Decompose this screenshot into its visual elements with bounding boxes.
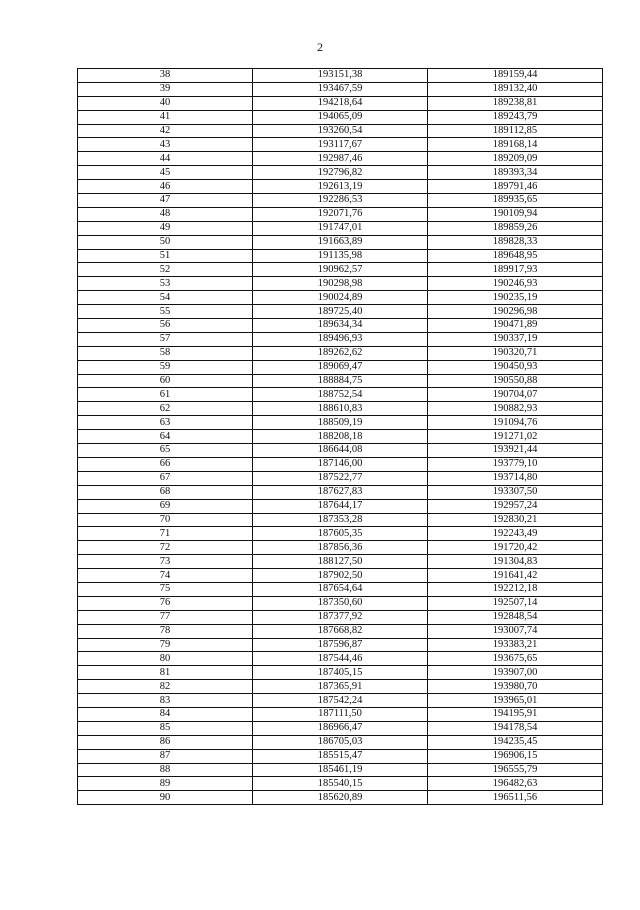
point-number-cell: 52 — [78, 263, 253, 277]
x-coordinate-cell: 193151,38 — [253, 69, 428, 83]
y-coordinate-cell: 193675,65 — [428, 652, 603, 666]
x-coordinate-cell: 191663,89 — [253, 235, 428, 249]
x-coordinate-cell: 188127,50 — [253, 555, 428, 569]
y-coordinate-cell: 189132,40 — [428, 82, 603, 96]
table-row — [78, 666, 603, 680]
table-row — [78, 541, 603, 555]
page-number: 2 — [317, 40, 323, 54]
table-row — [78, 763, 603, 777]
point-number-cell: 56 — [78, 319, 253, 333]
x-coordinate-cell: 187668,82 — [253, 624, 428, 638]
y-coordinate-cell: 189209,09 — [428, 152, 603, 166]
x-coordinate-cell: 185540,15 — [253, 777, 428, 791]
x-coordinate-cell: 189634,34 — [253, 319, 428, 333]
table-row — [78, 444, 603, 458]
x-coordinate-cell: 187146,00 — [253, 457, 428, 471]
y-coordinate-cell: 189859,26 — [428, 221, 603, 235]
point-number-cell: 41 — [78, 110, 253, 124]
table-row — [78, 180, 603, 194]
point-number-cell: 49 — [78, 221, 253, 235]
x-coordinate-cell: 187542,24 — [253, 694, 428, 708]
table-row — [78, 735, 603, 749]
table-row — [78, 402, 603, 416]
point-number-cell: 46 — [78, 180, 253, 194]
point-number-cell: 72 — [78, 541, 253, 555]
x-coordinate-cell: 187654,64 — [253, 582, 428, 596]
y-coordinate-cell: 193779,10 — [428, 457, 603, 471]
y-coordinate-cell: 190450,93 — [428, 360, 603, 374]
table-row — [78, 110, 603, 124]
y-coordinate-cell: 191271,02 — [428, 430, 603, 444]
point-number-cell: 53 — [78, 277, 253, 291]
y-coordinate-cell: 193307,50 — [428, 485, 603, 499]
x-coordinate-cell: 193117,67 — [253, 138, 428, 152]
point-number-cell: 87 — [78, 749, 253, 763]
point-number-cell: 44 — [78, 152, 253, 166]
y-coordinate-cell: 196555,79 — [428, 763, 603, 777]
x-coordinate-cell: 187365,91 — [253, 680, 428, 694]
y-coordinate-cell: 192957,24 — [428, 499, 603, 513]
point-number-cell: 88 — [78, 763, 253, 777]
y-coordinate-cell: 190704,07 — [428, 388, 603, 402]
table-row — [78, 235, 603, 249]
y-coordinate-cell: 190246,93 — [428, 277, 603, 291]
y-coordinate-cell: 191304,83 — [428, 555, 603, 569]
y-coordinate-cell: 196482,63 — [428, 777, 603, 791]
x-coordinate-cell: 192613,19 — [253, 180, 428, 194]
x-coordinate-cell: 190962,57 — [253, 263, 428, 277]
table-row — [78, 416, 603, 430]
x-coordinate-cell: 192071,76 — [253, 207, 428, 221]
table-row — [78, 291, 603, 305]
y-coordinate-cell: 190471,89 — [428, 319, 603, 333]
point-number-cell: 84 — [78, 707, 253, 721]
point-number-cell: 61 — [78, 388, 253, 402]
y-coordinate-cell: 190337,19 — [428, 332, 603, 346]
table-row — [78, 332, 603, 346]
x-coordinate-cell: 189496,93 — [253, 332, 428, 346]
table-row — [78, 96, 603, 110]
table-row — [78, 721, 603, 735]
x-coordinate-cell: 187856,36 — [253, 541, 428, 555]
table-row — [78, 194, 603, 208]
y-coordinate-cell: 189393,34 — [428, 166, 603, 180]
point-number-cell: 57 — [78, 332, 253, 346]
point-number-cell: 68 — [78, 485, 253, 499]
point-number-cell: 42 — [78, 124, 253, 138]
table-row — [78, 207, 603, 221]
table-row — [78, 513, 603, 527]
table-row — [78, 610, 603, 624]
x-coordinate-cell: 187522,77 — [253, 471, 428, 485]
table-row — [78, 527, 603, 541]
x-coordinate-cell: 188884,75 — [253, 374, 428, 388]
y-coordinate-cell: 196906,15 — [428, 749, 603, 763]
x-coordinate-cell: 187405,15 — [253, 666, 428, 680]
x-coordinate-cell: 187596,87 — [253, 638, 428, 652]
point-number-cell: 83 — [78, 694, 253, 708]
point-number-cell: 75 — [78, 582, 253, 596]
x-coordinate-cell: 187350,60 — [253, 596, 428, 610]
x-coordinate-cell: 187353,28 — [253, 513, 428, 527]
table-row — [78, 138, 603, 152]
point-number-cell: 74 — [78, 569, 253, 583]
x-coordinate-cell: 190024,89 — [253, 291, 428, 305]
y-coordinate-cell: 192830,21 — [428, 513, 603, 527]
table-row — [78, 485, 603, 499]
y-coordinate-cell: 193921,44 — [428, 444, 603, 458]
y-coordinate-cell: 193714,80 — [428, 471, 603, 485]
point-number-cell: 63 — [78, 416, 253, 430]
table-row — [78, 388, 603, 402]
table-row — [78, 694, 603, 708]
x-coordinate-cell: 187544,46 — [253, 652, 428, 666]
x-coordinate-cell: 188509,19 — [253, 416, 428, 430]
y-coordinate-cell: 190550,88 — [428, 374, 603, 388]
point-number-cell: 45 — [78, 166, 253, 180]
x-coordinate-cell: 194218,64 — [253, 96, 428, 110]
point-number-cell: 78 — [78, 624, 253, 638]
x-coordinate-cell: 185620,89 — [253, 791, 428, 805]
y-coordinate-cell: 189648,95 — [428, 249, 603, 263]
y-coordinate-cell: 194235,45 — [428, 735, 603, 749]
table-row — [78, 319, 603, 333]
table-row — [78, 305, 603, 319]
x-coordinate-cell: 185461,19 — [253, 763, 428, 777]
y-coordinate-cell: 193383,21 — [428, 638, 603, 652]
table-row — [78, 277, 603, 291]
point-number-cell: 65 — [78, 444, 253, 458]
table-row — [78, 582, 603, 596]
point-number-cell: 66 — [78, 457, 253, 471]
table-row — [78, 124, 603, 138]
point-number-cell: 81 — [78, 666, 253, 680]
table-row — [78, 263, 603, 277]
point-number-cell: 51 — [78, 249, 253, 263]
table-row — [78, 374, 603, 388]
y-coordinate-cell: 190235,19 — [428, 291, 603, 305]
x-coordinate-cell: 193467,59 — [253, 82, 428, 96]
point-number-cell: 50 — [78, 235, 253, 249]
point-number-cell: 69 — [78, 499, 253, 513]
point-number-cell: 47 — [78, 194, 253, 208]
x-coordinate-cell: 189725,40 — [253, 305, 428, 319]
y-coordinate-cell: 189243,79 — [428, 110, 603, 124]
x-coordinate-cell: 188208,18 — [253, 430, 428, 444]
point-number-cell: 86 — [78, 735, 253, 749]
y-coordinate-cell: 194195,91 — [428, 707, 603, 721]
point-number-cell: 85 — [78, 721, 253, 735]
y-coordinate-cell: 192243,49 — [428, 527, 603, 541]
y-coordinate-cell: 189112,85 — [428, 124, 603, 138]
x-coordinate-cell: 191747,01 — [253, 221, 428, 235]
point-number-cell: 80 — [78, 652, 253, 666]
table-row — [78, 346, 603, 360]
y-coordinate-cell: 190320,71 — [428, 346, 603, 360]
y-coordinate-cell: 189917,93 — [428, 263, 603, 277]
table-row — [78, 471, 603, 485]
x-coordinate-cell: 188752,54 — [253, 388, 428, 402]
table-row — [78, 69, 603, 83]
point-number-cell: 79 — [78, 638, 253, 652]
point-number-cell: 62 — [78, 402, 253, 416]
y-coordinate-cell: 189168,14 — [428, 138, 603, 152]
point-number-cell: 64 — [78, 430, 253, 444]
point-number-cell: 40 — [78, 96, 253, 110]
x-coordinate-cell: 187111,50 — [253, 707, 428, 721]
point-number-cell: 90 — [78, 791, 253, 805]
point-number-cell: 82 — [78, 680, 253, 694]
table-row — [78, 791, 603, 805]
table-row — [78, 749, 603, 763]
point-number-cell: 38 — [78, 69, 253, 83]
table-row — [78, 221, 603, 235]
table-row — [78, 680, 603, 694]
y-coordinate-cell: 189159,44 — [428, 69, 603, 83]
x-coordinate-cell: 194065,09 — [253, 110, 428, 124]
point-number-cell: 39 — [78, 82, 253, 96]
x-coordinate-cell: 188610,83 — [253, 402, 428, 416]
table-row — [78, 360, 603, 374]
x-coordinate-cell: 189262,62 — [253, 346, 428, 360]
y-coordinate-cell: 193907,00 — [428, 666, 603, 680]
x-coordinate-cell: 192286,53 — [253, 194, 428, 208]
y-coordinate-cell: 192507,14 — [428, 596, 603, 610]
y-coordinate-cell: 193965,01 — [428, 694, 603, 708]
x-coordinate-cell: 187902,50 — [253, 569, 428, 583]
y-coordinate-cell: 196511,56 — [428, 791, 603, 805]
point-number-cell: 59 — [78, 360, 253, 374]
y-coordinate-cell: 191641,42 — [428, 569, 603, 583]
y-coordinate-cell: 191720,42 — [428, 541, 603, 555]
y-coordinate-cell: 189935,65 — [428, 194, 603, 208]
table-row — [78, 777, 603, 791]
point-number-cell: 54 — [78, 291, 253, 305]
table-row — [78, 569, 603, 583]
point-number-cell: 60 — [78, 374, 253, 388]
y-coordinate-cell: 191094,76 — [428, 416, 603, 430]
table-row — [78, 499, 603, 513]
y-coordinate-cell: 190296,98 — [428, 305, 603, 319]
point-number-cell: 77 — [78, 610, 253, 624]
x-coordinate-cell: 192987,46 — [253, 152, 428, 166]
x-coordinate-cell: 187605,35 — [253, 527, 428, 541]
x-coordinate-cell: 187377,92 — [253, 610, 428, 624]
x-coordinate-cell: 185515,47 — [253, 749, 428, 763]
table-row — [78, 430, 603, 444]
table-row — [78, 652, 603, 666]
point-number-cell: 76 — [78, 596, 253, 610]
coordinates-table — [77, 68, 603, 805]
y-coordinate-cell: 194178,54 — [428, 721, 603, 735]
table-row — [78, 249, 603, 263]
table-row — [78, 457, 603, 471]
table-row — [78, 82, 603, 96]
y-coordinate-cell: 190109,94 — [428, 207, 603, 221]
y-coordinate-cell: 193007,74 — [428, 624, 603, 638]
point-number-cell: 71 — [78, 527, 253, 541]
x-coordinate-cell: 191135,98 — [253, 249, 428, 263]
point-number-cell: 73 — [78, 555, 253, 569]
x-coordinate-cell: 187627,83 — [253, 485, 428, 499]
x-coordinate-cell: 186644,08 — [253, 444, 428, 458]
point-number-cell: 43 — [78, 138, 253, 152]
x-coordinate-cell: 189069,47 — [253, 360, 428, 374]
x-coordinate-cell: 187644,17 — [253, 499, 428, 513]
x-coordinate-cell: 186705,03 — [253, 735, 428, 749]
y-coordinate-cell: 190882,93 — [428, 402, 603, 416]
table-row — [78, 624, 603, 638]
point-number-cell: 67 — [78, 471, 253, 485]
y-coordinate-cell: 192848,54 — [428, 610, 603, 624]
y-coordinate-cell: 189238,81 — [428, 96, 603, 110]
table-row — [78, 707, 603, 721]
y-coordinate-cell: 193980,70 — [428, 680, 603, 694]
x-coordinate-cell: 192796,82 — [253, 166, 428, 180]
x-coordinate-cell: 190298,98 — [253, 277, 428, 291]
table-row — [78, 555, 603, 569]
x-coordinate-cell: 193260,54 — [253, 124, 428, 138]
table-row — [78, 152, 603, 166]
y-coordinate-cell: 189828,33 — [428, 235, 603, 249]
point-number-cell: 58 — [78, 346, 253, 360]
point-number-cell: 48 — [78, 207, 253, 221]
y-coordinate-cell: 189791,46 — [428, 180, 603, 194]
x-coordinate-cell: 186966,47 — [253, 721, 428, 735]
table-row — [78, 596, 603, 610]
table-row — [78, 638, 603, 652]
point-number-cell: 70 — [78, 513, 253, 527]
y-coordinate-cell: 192212,18 — [428, 582, 603, 596]
table-row — [78, 166, 603, 180]
point-number-cell: 55 — [78, 305, 253, 319]
coordinates-table-body — [78, 69, 603, 805]
point-number-cell: 89 — [78, 777, 253, 791]
